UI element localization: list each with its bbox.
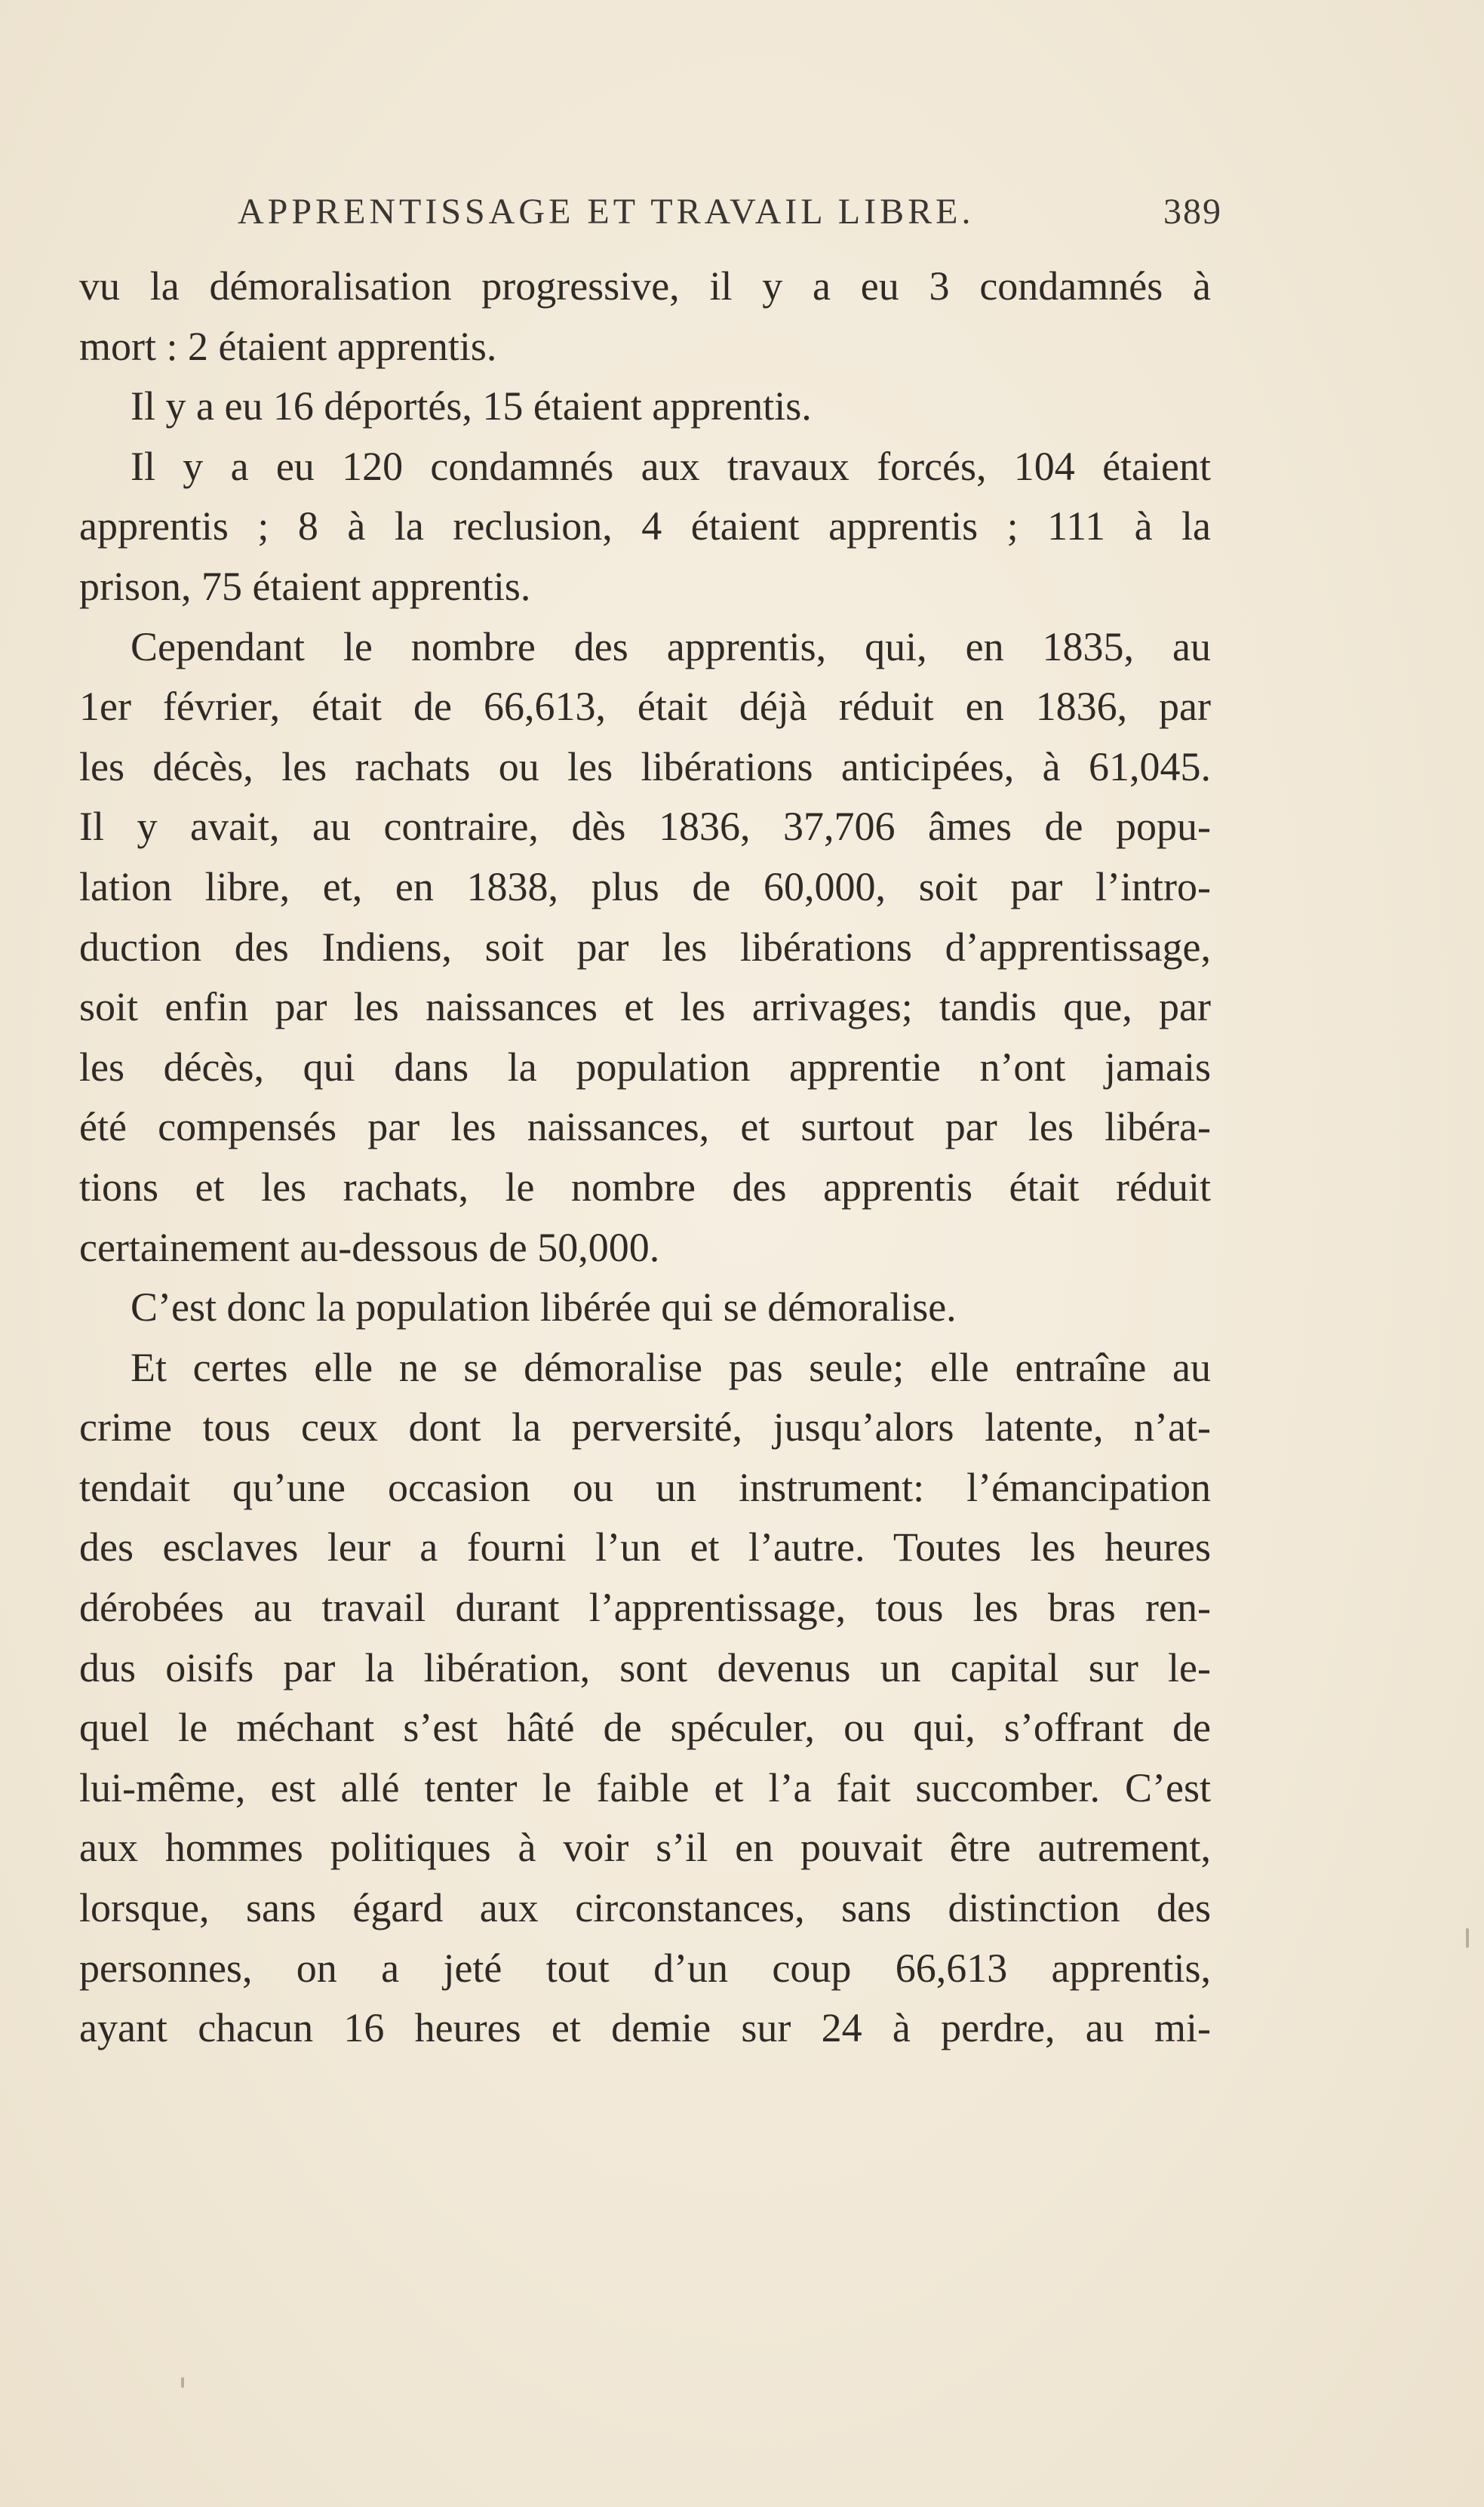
paper-speck — [181, 2377, 184, 2388]
text-line: Il y avait, au contraire, dès 1836, 37,706 âmes de popu- — [79, 804, 1211, 850]
text-line: crime tous ceux dont la perversité, jusqu’alors latente, n’at- — [79, 1404, 1211, 1450]
text-line: dérobées au travail durant l’apprentissage, tous les bras ren- — [79, 1585, 1211, 1631]
text-line: aux hommes politiques à voir s’il en pouvait être autrement, — [79, 1825, 1211, 1871]
text-line: Il y a eu 120 condamnés aux travaux forcés, 104 étaient — [131, 443, 1211, 489]
text-line: des esclaves leur a fourni l’un et l’autre. Toutes les heures — [79, 1524, 1211, 1570]
text-line: Cependant le nombre des apprentis, qui, en 1835, au — [131, 623, 1211, 669]
text-line: C’est donc la population libérée qui se démoralise. — [131, 1284, 957, 1330]
text-line: prison, 75 étaient apprentis. — [79, 563, 531, 609]
text-line: Et certes elle ne se démoralise pas seule; elle entraîne au — [131, 1344, 1211, 1390]
running-head-title: APPRENTISSAGE ET TRAVAIL LIBRE. — [238, 192, 975, 232]
page-number: 389 — [1163, 192, 1222, 232]
text-line: les décès, les rachats ou les libérations anticipées, à 61,045. — [79, 743, 1211, 789]
text-line: vu la démoralisation progressive, il y a eu 3 condamnés à — [79, 263, 1211, 309]
text-line: lui-même, est allé tenter le faible et l’a fait succomber. C’est — [79, 1764, 1211, 1810]
text-line: les décès, qui dans la population apprentie n’ont jamais — [79, 1044, 1211, 1090]
text-line: certainement au-dessous de 50,000. — [79, 1224, 660, 1270]
text-line: personnes, on a jeté tout d’un coup 66,613 apprentis, — [79, 1945, 1211, 1991]
text-line: duction des Indiens, soit par les libérations d’apprentissage, — [79, 924, 1211, 970]
text-line: soit enfin par les naissances et les arrivages; tandis que, par — [79, 984, 1211, 1030]
text-line: 1er février, était de 66,613, était déjà réduit en 1836, par — [79, 684, 1211, 730]
text-line: Il y a eu 16 déportés, 15 étaient apprentis. — [131, 383, 812, 429]
text-line: tions et les rachats, le nombre des apprentis était réduit — [79, 1164, 1211, 1210]
text-line: ayant chacun 16 heures et demie sur 24 à perdre, au mi- — [79, 2005, 1211, 2051]
text-line: quel le méchant s’est hâté de spéculer, ou qui, s’offrant de — [79, 1705, 1211, 1751]
body-text — [79, 257, 1211, 2059]
text-line: lation libre, et, en 1838, plus de 60,000, soit par l’intro- — [79, 863, 1211, 909]
text-line: tendait qu’une occasion ou un instrument: l’émancipation — [79, 1464, 1211, 1510]
text-line: été compensés par les naissances, et surtout par les libéra- — [79, 1104, 1211, 1150]
paper-speck — [1466, 1928, 1469, 1948]
running-head — [79, 191, 1222, 244]
text-line: lorsque, sans égard aux circonstances, sans distinction des — [79, 1885, 1211, 1931]
text-line: apprentis ; 8 à la reclusion, 4 étaient apprentis ; 111 à la — [79, 503, 1211, 549]
text-line: mort : 2 étaient apprentis. — [79, 323, 497, 369]
text-line: dus oisifs par la libération, sont devenus un capital sur le- — [79, 1644, 1211, 1690]
